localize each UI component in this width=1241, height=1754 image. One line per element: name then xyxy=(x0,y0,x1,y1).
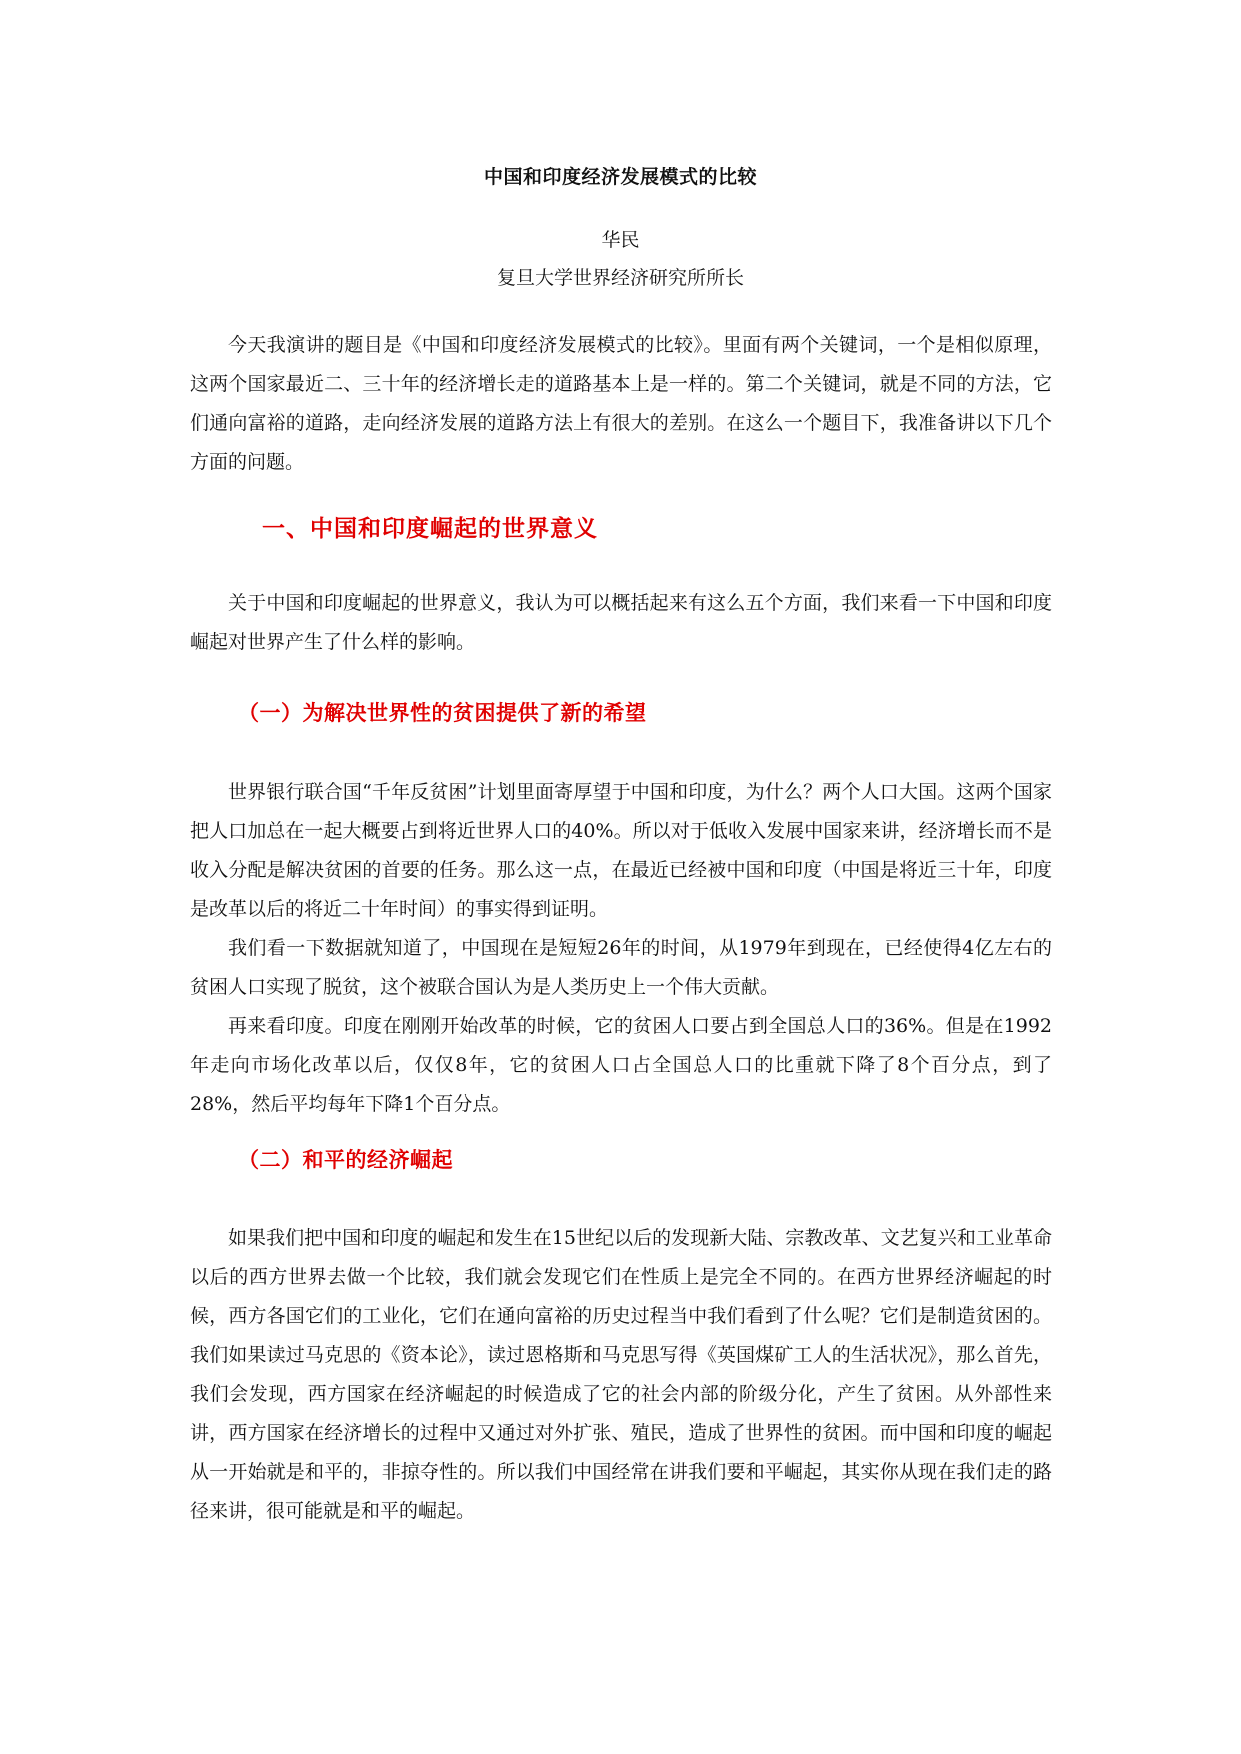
subsection-heading: （二）和平的经济崛起 xyxy=(238,1148,453,1172)
subsection-heading: （一）为解决世界性的贫困提供了新的希望 xyxy=(238,701,647,725)
author-affiliation: 复旦大学世界经济研究所所长 xyxy=(496,267,744,289)
body-paragraph: 世界银行联合国“千年反贫困”计划里面寄厚望于中国和印度，为什么？两个人口大国。这两个国家把人口加总在一起大概要占到将近世界人口的40%。所以对于低收入发展中国家来讲，经济增长而不是收入分配是解决贫困的首要的任务。那么这一点，在最近已经被中国和印度（中国是将近三十年，印度是改革以后的将近二十年时间）的事实得到证明。 xyxy=(190,781,1052,920)
body-paragraph: 再来看印度。印度在刚刚开始改革的时候，它的贫困人口要占到全国总人口的36%。但是在1992年走向市场化改革以后，仅仅8年，它的贫困人口占全国总人口的比重就下降了8个百分点，到了28%，然后平均每年下降1个百分点。 xyxy=(190,1015,1052,1115)
body-paragraph: 我们看一下数据就知道了，中国现在是短短26年的时间，从1979年到现在，已经使得4亿左右的贫困人口实现了脱贫，这个被联合国认为是人类历史上一个伟大贡献。 xyxy=(190,937,1052,998)
section-heading: 一、中国和印度崛起的世界意义 xyxy=(262,516,598,542)
document-title: 中国和印度经济发展模式的比较 xyxy=(483,166,757,188)
author-name: 华民 xyxy=(601,229,640,251)
section-intro-paragraph: 关于中国和印度崛起的世界意义，我认为可以概括起来有这么五个方面，我们来看一下中国和印度崛起对世界产生了什么样的影响。 xyxy=(190,592,1052,653)
body-paragraph: 如果我们把中国和印度的崛起和发生在15世纪以后的发现新大陆、宗教改革、文艺复兴和工业革命以后的西方世界去做一个比较，我们就会发现它们在性质上是完全不同的。在西方世界经济崛起的时候，西方各国它们的工业化，它们在通向富裕的历史过程当中我们看到了什么呢？它们是制造贫困的。我们如果读过马克思的《资本论》，读过恩格斯和马克思写得《英国煤矿工人的生活状况》，那么首先，我们会发现，西方国家在经济崛起的时候造成了它的社会内部的阶级分化，产生了贫困。从外部性来讲，西方国家在经济增长的过程中又通过对外扩张、殖民，造成了世界性的贫困。而中国和印度的崛起从一开始就是和平的，非掠夺性的。所以我们中国经常在讲我们要和平崛起，其实你从现在我们走的路径来讲，很可能就是和平的崛起。 xyxy=(190,1227,1052,1522)
intro-paragraph: 今天我演讲的题目是《中国和印度经济发展模式的比较》。里面有两个关键词，一个是相似原理，这两个国家最近二、三十年的经济增长走的道路基本上是一样的。第二个关键词，就是不同的方法，它们通向富裕的道路，走向经济发展的道路方法上有很大的差别。在这么一个题目下，我准备讲以下几个方面的问题。 xyxy=(190,334,1052,473)
